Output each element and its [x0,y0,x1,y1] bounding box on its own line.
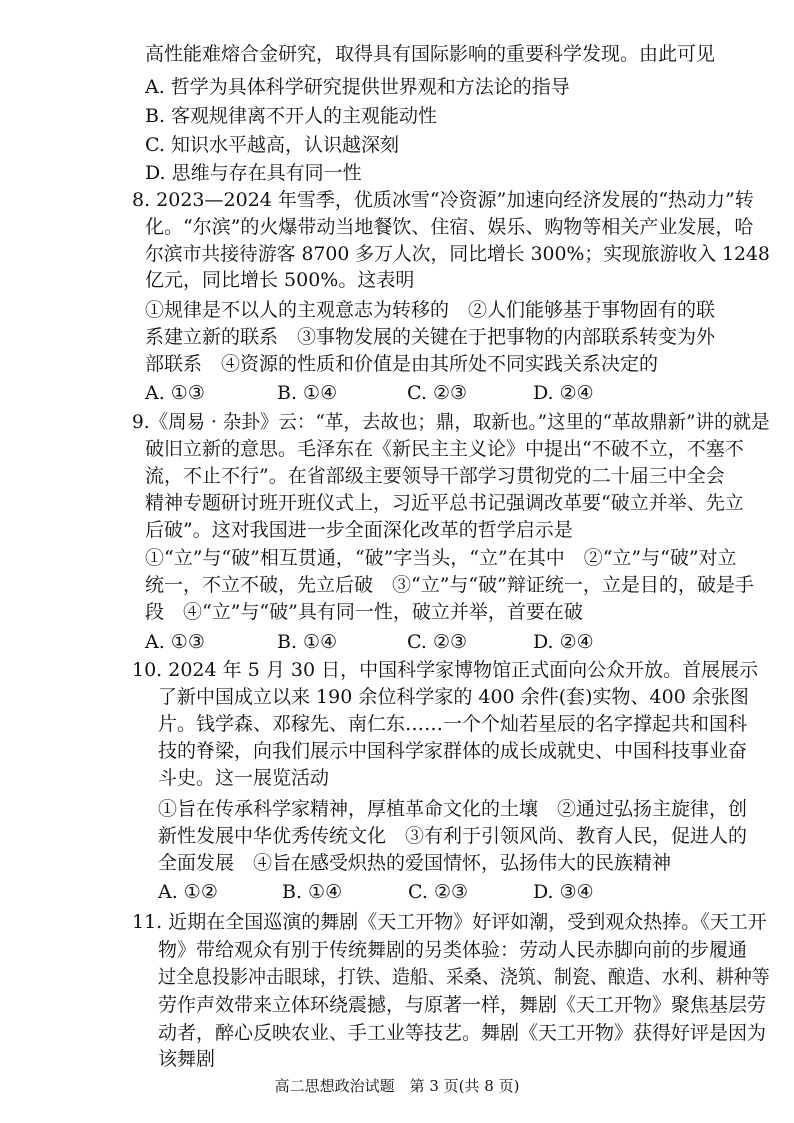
question-9-statement-line: ①“立”与“破”相互贯通，“破”字当头，“立”在其中 ②“立”与“破”对立 [145,547,737,569]
choice-b: B. ①④ [277,631,338,653]
question-7-option-a: A. 哲学为具体科学研究提供世界观和方法论的指导 [145,76,570,98]
question-8-stem-line: 亿元，同比增长 500%。这表明 [145,269,415,291]
choice-d: D. ②④ [533,382,594,404]
choice-c: C. ②③ [408,881,469,903]
question-11-stem-line: 该舞剧 [158,1048,216,1070]
question-7-stem-continuation: 高性能难熔合金研究，取得具有国际影响的重要科学发现。由此可见 [145,43,716,65]
question-9-stem-line: 流，不止不行”。在省部级主要领导干部学习贯彻党的二十届三中全会 [145,465,725,487]
question-10-stem-line: 技的脊梁，向我们展示中国科学家群体的成长成就史、中国科技事业奋 [158,740,748,762]
choice-c: C. ②③ [407,382,468,404]
choice-a: A. ①③ [145,631,205,653]
question-11-stem-line: 11. 近期在全国巡演的舞剧《天工开物》好评如潮，受到观众热捧。《天工开 [132,911,767,933]
question-10-stem-line: 片。钱学森、邓稼先、南仁东……一个个灿若星辰的名字撑起共和国科 [158,713,748,735]
question-10-choices [158,880,658,904]
question-9-stem-line: 9.《周易 · 杂卦》云：“革，去故也；鼎，取新也。”这里的“革故鼎新”讲的就是 [132,411,770,433]
question-9-stem-line: 后破”。这对我国进一步全面深化改革的哲学启示是 [145,519,573,541]
question-8-statement-line: 部联系 ④资源的性质和价值是由其所处不同实践关系决定的 [145,353,659,375]
question-7-option-b: B. 客观规律离不开人的主观能动性 [145,105,438,127]
question-8-stem-line: 化。“尔滨”的火爆带动当地餐饮、住宿、娱乐、购物等相关产业发展，哈 [145,216,754,238]
question-10-statement-line: ①旨在传承科学家精神，厚植革命文化的土壤 ②通过弘扬主旋律，创 [158,798,748,820]
choice-b: B. ①④ [277,382,338,404]
question-8-statement-line: 系建立新的联系 ③事物发展的关键在于把事物的内部联系转变为外 [145,326,716,348]
question-11-stem-line: 劳作声效带来立体环绕震撼，与原著一样，舞剧《天工开物》聚焦基层劳 [158,994,767,1016]
question-9-choices [145,630,665,654]
question-8-stem-line: 8. 2023—2024 年雪季，优质冰雪“冷资源”加速向经济发展的“热动力”转 [132,189,754,211]
question-10-stem-line: 了新中国成立以来 190 余位科学家的 400 余件(套)实物、400 余张图 [158,686,749,708]
choice-a: A. ①② [158,881,218,903]
question-11-stem-line: 过全息投影冲击眼球，打铁、造船、采桑、浇筑、制瓷、酿造、水利、耕种等 [158,966,770,988]
question-10-stem-line: 斗史。这一展览活动 [158,767,330,789]
question-11-stem-line: 物》带给观众有别于传统舞剧的另类体验：劳动人民赤脚向前的步履通 [158,939,748,961]
question-10-statement-line: 新性发展中华优秀传统文化 ③有利于引领风尚、教育人民，促进人的 [158,825,748,847]
question-8-statement-line: ①规律是不以人的主观意志为转移的 ②人们能够基于事物固有的联 [145,299,716,321]
question-9-stem-line: 破旧立新的意思。毛泽东在《新民主主义论》中提出“不破不立，不塞不 [145,438,744,460]
question-7-option-c: C. 知识水平越高，认识越深刻 [145,134,399,156]
choice-a: A. ①③ [145,382,205,404]
question-7-option-d: D. 思维与存在具有同一性 [145,162,362,184]
page-footer: 高二思想政治试题 第 3 页(共 8 页) [274,1077,520,1095]
choice-d: D. ②④ [533,631,594,653]
question-9-statement-line: 段 ④“立”与“破”具有同一性，破立并举，首要在破 [145,601,583,623]
question-11-stem-line: 动者，醉心反映农业、手工业等技艺。舞剧《天工开物》获得好评是因为 [158,1022,767,1044]
choice-c: C. ②③ [407,631,468,653]
choice-b: B. ①④ [282,881,343,903]
choice-d: D. ③④ [533,881,594,903]
question-10-statement-line: 全面发展 ④旨在感受炽热的爱国情怀，弘扬伟大的民族精神 [158,852,672,874]
question-9-statement-line: 统一，不立不破，先立后破 ③“立”与“破”辩证统一，立是目的，破是手 [145,574,754,596]
question-8-stem-line: 尔滨市共接待游客 8700 多万人次，同比增长 300%；实现旅游收入 1248 [145,243,770,265]
question-10-stem-line: 10. 2024 年 5 月 30 日，中国科学家博物馆正式面向公众开放。首展展示 [132,659,759,681]
question-9-stem-line: 精神专题研讨班开班仪式上，习近平总书记强调改革要“破立并举、先立 [145,492,744,514]
question-8-choices [145,381,665,405]
